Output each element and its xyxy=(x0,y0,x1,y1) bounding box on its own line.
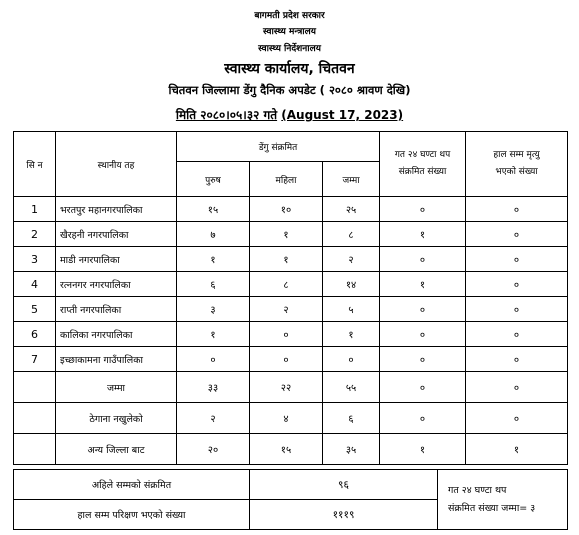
row-deaths: ० xyxy=(466,247,568,272)
row-total: ५ xyxy=(323,297,380,322)
infected-so-far-label: अहिले सम्मको संक्रमित xyxy=(14,470,250,500)
row-female: १० xyxy=(250,197,323,222)
row-total: १४ xyxy=(323,272,380,297)
row-male: ७ xyxy=(177,222,250,247)
other-district-deaths: १ xyxy=(466,434,568,465)
row-new-24hr: ० xyxy=(380,197,466,222)
row-deaths: ० xyxy=(466,322,568,347)
unknown-male: २ xyxy=(177,403,250,434)
row-male: ० xyxy=(177,347,250,372)
total-total: ५५ xyxy=(323,372,380,403)
row-sn-empty xyxy=(14,372,56,403)
ministry-name: स्वास्थ्य मन्त्रालय xyxy=(263,27,316,37)
office-title: स्वास्थ्य कार्यालय, चितवन xyxy=(224,61,355,77)
row-total: २ xyxy=(323,247,380,272)
row-sn: 4 xyxy=(14,272,56,297)
col-header-sn: सि न xyxy=(14,132,56,197)
tested-so-far-label: हाल सम्म परिक्षण भएको संख्या xyxy=(14,500,250,530)
row-deaths: ० xyxy=(466,197,568,222)
update-subtitle: चितवन जिल्लामा डेंगु दैनिक अपडेट ( २०८० श्रावण देखि) xyxy=(168,83,411,97)
row-deaths: ० xyxy=(466,222,568,247)
total-female: २२ xyxy=(250,372,323,403)
row-new-24hr: १ xyxy=(380,272,466,297)
col-header-dengue-infected: डेंगु संक्रमित xyxy=(177,132,380,162)
row-sn-empty xyxy=(14,434,56,465)
row-female: २ xyxy=(250,297,323,322)
unknown-total: ६ xyxy=(323,403,380,434)
row-total: ० xyxy=(323,347,380,372)
unknown-address-row xyxy=(14,403,568,434)
row-sn: 3 xyxy=(14,247,56,272)
infected-so-far-value: ९६ xyxy=(250,470,438,500)
col-header-new-24hr-line2: संक्रमित संख्या xyxy=(398,167,447,177)
new-24hr-summary-line2: संक्रमित संख्या जम्मा= ३ xyxy=(448,502,536,514)
table-row xyxy=(14,247,568,272)
dengue-table xyxy=(13,131,568,465)
row-female: ८ xyxy=(250,272,323,297)
summary-table xyxy=(13,469,568,530)
row-male: १५ xyxy=(177,197,250,222)
table-row xyxy=(14,222,568,247)
tested-so-far-value: १११९ xyxy=(250,500,438,530)
row-male: १ xyxy=(177,322,250,347)
row-new-24hr: १ xyxy=(380,222,466,247)
row-male: ६ xyxy=(177,272,250,297)
row-male: १ xyxy=(177,247,250,272)
unknown-deaths: ० xyxy=(466,403,568,434)
row-local-level: माडी नगरपालिका xyxy=(56,247,177,272)
other-district-label: अन्य जिल्ला बाट xyxy=(56,434,177,465)
table-row xyxy=(14,272,568,297)
row-sn: 6 xyxy=(14,322,56,347)
new-24hr-summary-line1: गत २४ घण्टा थप xyxy=(448,484,507,496)
other-district-female: १५ xyxy=(250,434,323,465)
row-deaths: ० xyxy=(466,347,568,372)
row-new-24hr: ० xyxy=(380,322,466,347)
col-header-deaths-line2: भएको संख्या xyxy=(495,167,538,177)
row-new-24hr: ० xyxy=(380,297,466,322)
col-header-local-level: स्थानीय तह xyxy=(56,132,177,197)
total-male: ३३ xyxy=(177,372,250,403)
col-header-total: जम्मा xyxy=(323,162,380,197)
row-female: १ xyxy=(250,247,323,272)
row-new-24hr: ० xyxy=(380,347,466,372)
row-sn: 5 xyxy=(14,297,56,322)
province-government: बागमती प्रदेश सरकार xyxy=(254,11,325,21)
unknown-female: ४ xyxy=(250,403,323,434)
row-female: १ xyxy=(250,222,323,247)
col-header-deaths xyxy=(466,132,568,197)
row-female: ० xyxy=(250,347,323,372)
col-header-new-24hr xyxy=(380,132,466,197)
row-deaths: ० xyxy=(466,272,568,297)
report-date xyxy=(0,106,579,123)
col-header-male: पुरुष xyxy=(177,162,250,197)
col-header-new-24hr-line1: गत २४ घण्टा थप xyxy=(394,150,451,160)
total-row-label: जम्मा xyxy=(56,372,177,403)
row-total: १ xyxy=(323,322,380,347)
table-row xyxy=(14,297,568,322)
row-sn: 7 xyxy=(14,347,56,372)
other-district-row xyxy=(14,434,568,465)
other-district-new-24hr: १ xyxy=(380,434,466,465)
other-district-male: २० xyxy=(177,434,250,465)
row-total: ८ xyxy=(323,222,380,247)
table-row xyxy=(14,197,568,222)
row-local-level: इच्छाकामना गाउँपालिका xyxy=(56,347,177,372)
row-local-level: रत्ननगर नगरपालिका xyxy=(56,272,177,297)
total-new-24hr: ० xyxy=(380,372,466,403)
unknown-address-label: ठेगाना नखुलेको xyxy=(56,403,177,434)
new-24hr-summary xyxy=(438,470,568,530)
row-sn: 1 xyxy=(14,197,56,222)
directorate-name: स्वास्थ्य निर्देशनालय xyxy=(258,44,321,54)
table-row xyxy=(14,347,568,372)
row-male: ३ xyxy=(177,297,250,322)
table-row xyxy=(14,322,568,347)
report-date-nepali: मिति २०८०।०५।३२ गते xyxy=(175,108,278,122)
row-local-level: राप्ती नगरपालिका xyxy=(56,297,177,322)
row-sn-empty xyxy=(14,403,56,434)
total-deaths: ० xyxy=(466,372,568,403)
total-row xyxy=(14,372,568,403)
row-local-level: कालिका नगरपालिका xyxy=(56,322,177,347)
row-total: २५ xyxy=(323,197,380,222)
row-sn: 2 xyxy=(14,222,56,247)
row-female: ० xyxy=(250,322,323,347)
unknown-new-24hr: ० xyxy=(380,403,466,434)
report-date-english: (August 17, 2023) xyxy=(281,108,404,122)
row-new-24hr: ० xyxy=(380,247,466,272)
col-header-deaths-line1: हाल सम्म मृत्यु xyxy=(493,150,540,160)
row-deaths: ० xyxy=(466,297,568,322)
row-local-level: भरतपुर महानगरपालिका xyxy=(56,197,177,222)
other-district-total: ३५ xyxy=(323,434,380,465)
col-header-female: महिला xyxy=(250,162,323,197)
row-local-level: खैरहनी नगरपालिका xyxy=(56,222,177,247)
